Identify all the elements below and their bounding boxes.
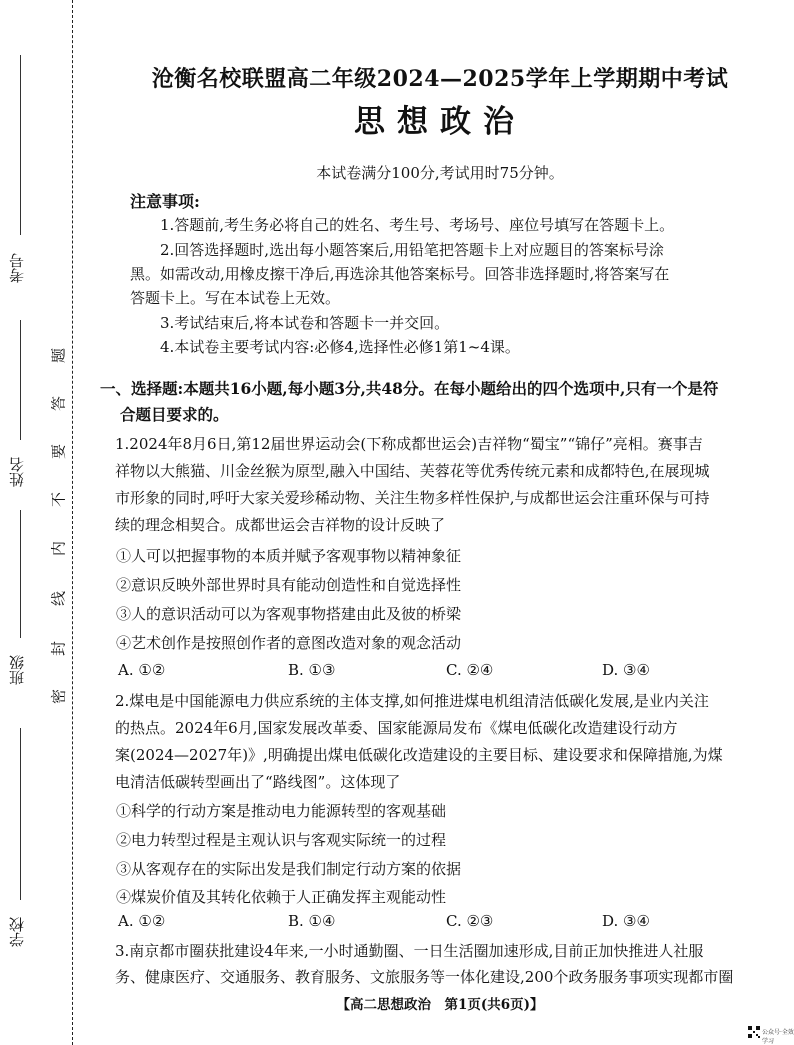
question-1-choice-d[interactable]: D. ③④ bbox=[602, 661, 650, 679]
seal-char: 要 bbox=[49, 444, 68, 460]
side-label-exam-number: 考号 bbox=[8, 253, 26, 283]
question-2-stem: 2.煤电是中国能源电力供应系统的主体支撑,如何推进煤电机组清洁低碳化发展,是业内关注 bbox=[115, 692, 709, 710]
seal-char: 不 bbox=[49, 492, 68, 508]
question-1-statement: ①人可以把握事物的本质并赋予客观事物以精神象征 bbox=[116, 547, 462, 565]
page-footer: 【高二思想政治 第1页(共6页)】 bbox=[336, 997, 544, 1013]
seal-char: 密 bbox=[49, 689, 68, 705]
section-heading: 一、选择题:本题共16小题,每小题3分,共48分。在每小题给出的四个选项中,只有一个是符 bbox=[100, 379, 719, 398]
question-1-stem: 1.2024年8月6日,第12届世界运动会(下称成都世运会)吉祥物“蜀宝”“锦仔”亮相。赛事吉 bbox=[115, 435, 703, 453]
section-heading-cont: 合题目要求的。 bbox=[120, 405, 229, 424]
question-2-statement: ①科学的行动方案是推动电力能源转型的客观基础 bbox=[116, 802, 447, 820]
class-blank[interactable] bbox=[20, 510, 21, 638]
question-1-statement: ④艺术创作是按照创作者的意图改造对象的观念活动 bbox=[116, 634, 462, 652]
question-2-statement: ③从客观存在的实际出发是我们制定行动方案的依据 bbox=[116, 860, 462, 878]
exam-number-blank[interactable] bbox=[20, 55, 21, 235]
question-3-stem: 3.南京都市圈获批建设4年来,一小时通勤圈、一日生活圈加速形成,目前正加快推进人社服 bbox=[115, 942, 704, 960]
question-2-choice-c[interactable]: C. ②③ bbox=[446, 912, 494, 930]
side-label-class: 班级 bbox=[8, 655, 26, 685]
notice-line: 1.答题前,考生务必将自己的姓名、考生号、考场号、座位号填写在答题卡上。 bbox=[160, 216, 675, 234]
question-1-stem: 市形象的同时,呼吁大家关爱珍稀动物、关注生物多样性保护,与成都世运会注重环保与可持 bbox=[115, 489, 710, 507]
notice-line: 2.回答选择题时,选出每小题答案后,用铅笔把答题卡上对应题目的答案标号涂 bbox=[160, 241, 664, 259]
school-blank[interactable] bbox=[20, 728, 21, 900]
seal-char: 题 bbox=[49, 348, 68, 364]
question-3-stem: 务、健康医疗、交通服务、教育服务、文旅服务等一体化建设,200个政务服务事项实现都市圈 bbox=[115, 968, 734, 986]
question-1-choice-b[interactable]: B. ①③ bbox=[288, 661, 336, 679]
question-2-stem: 案(2024—2027年)》,明确提出煤电低碳化改造建设的主要目标、建设要求和保障措施,为煤 bbox=[115, 746, 723, 764]
question-1-stem: 续的理念相契合。成都世运会吉祥物的设计反映了 bbox=[115, 516, 446, 534]
subject-title: 思想政治 bbox=[354, 104, 526, 140]
question-1-choice-a[interactable]: A. ①② bbox=[118, 661, 166, 679]
watermark-text: 公众号·全效学习 bbox=[762, 1029, 794, 1045]
question-1-choice-c[interactable]: C. ②④ bbox=[446, 661, 494, 679]
seal-char: 内 bbox=[49, 541, 68, 557]
notice-line: 黑。如需改动,用橡皮擦干净后,再选涂其他答案标号。回答非选择题时,将答案写在 bbox=[130, 265, 670, 283]
seal-char: 封 bbox=[49, 641, 68, 657]
side-label-name: 姓名 bbox=[8, 457, 26, 487]
name-blank[interactable] bbox=[20, 320, 21, 440]
question-2-choice-a[interactable]: A. ①② bbox=[118, 912, 166, 930]
seal-char: 线 bbox=[49, 591, 68, 607]
question-1-statement: ②意识反映外部世界时具有能动创造性和自觉选择性 bbox=[116, 576, 462, 594]
binding-dashed-line bbox=[72, 0, 73, 1045]
question-2-choice-b[interactable]: B. ①④ bbox=[288, 912, 336, 930]
exam-title: 沧衡名校联盟高二年级2024—2025学年上学期期中考试 bbox=[151, 66, 729, 92]
question-2-stem: 的热点。2024年6月,国家发展改革委、国家能源局发布《煤电低碳化改造建设行动方 bbox=[115, 719, 678, 737]
seal-char: 答 bbox=[49, 396, 68, 412]
notice-title: 注意事项: bbox=[130, 192, 200, 211]
question-1-stem: 祥物以大熊猫、川金丝猴为原型,融入中国结、芙蓉花等优秀传统元素和成都特色,在展现城 bbox=[115, 462, 710, 480]
notice-line: 答题卡上。写在本试卷上无效。 bbox=[130, 289, 341, 307]
question-2-statement: ④煤炭价值及其转化依赖于人正确发挥主观能动性 bbox=[116, 888, 447, 906]
qr-code-icon bbox=[748, 1026, 760, 1038]
notice-line: 4.本试卷主要考试内容:必修4,选择性必修1第1~4课。 bbox=[160, 338, 520, 356]
question-2-stem: 电清洁低碳转型画出了“路线图”。这体现了 bbox=[115, 773, 401, 791]
notice-line: 3.考试结束后,将本试卷和答题卡一并交回。 bbox=[160, 314, 450, 332]
question-1-statement: ③人的意识活动可以为客观事物搭建由此及彼的桥梁 bbox=[116, 605, 462, 623]
question-2-choice-d[interactable]: D. ③④ bbox=[602, 912, 650, 930]
question-2-statement: ②电力转型过程是主观认识与客观实际统一的过程 bbox=[116, 831, 447, 849]
side-label-school: 学校 bbox=[8, 917, 26, 947]
exam-info: 本试卷满分100分,考试用时75分钟。 bbox=[316, 164, 564, 182]
